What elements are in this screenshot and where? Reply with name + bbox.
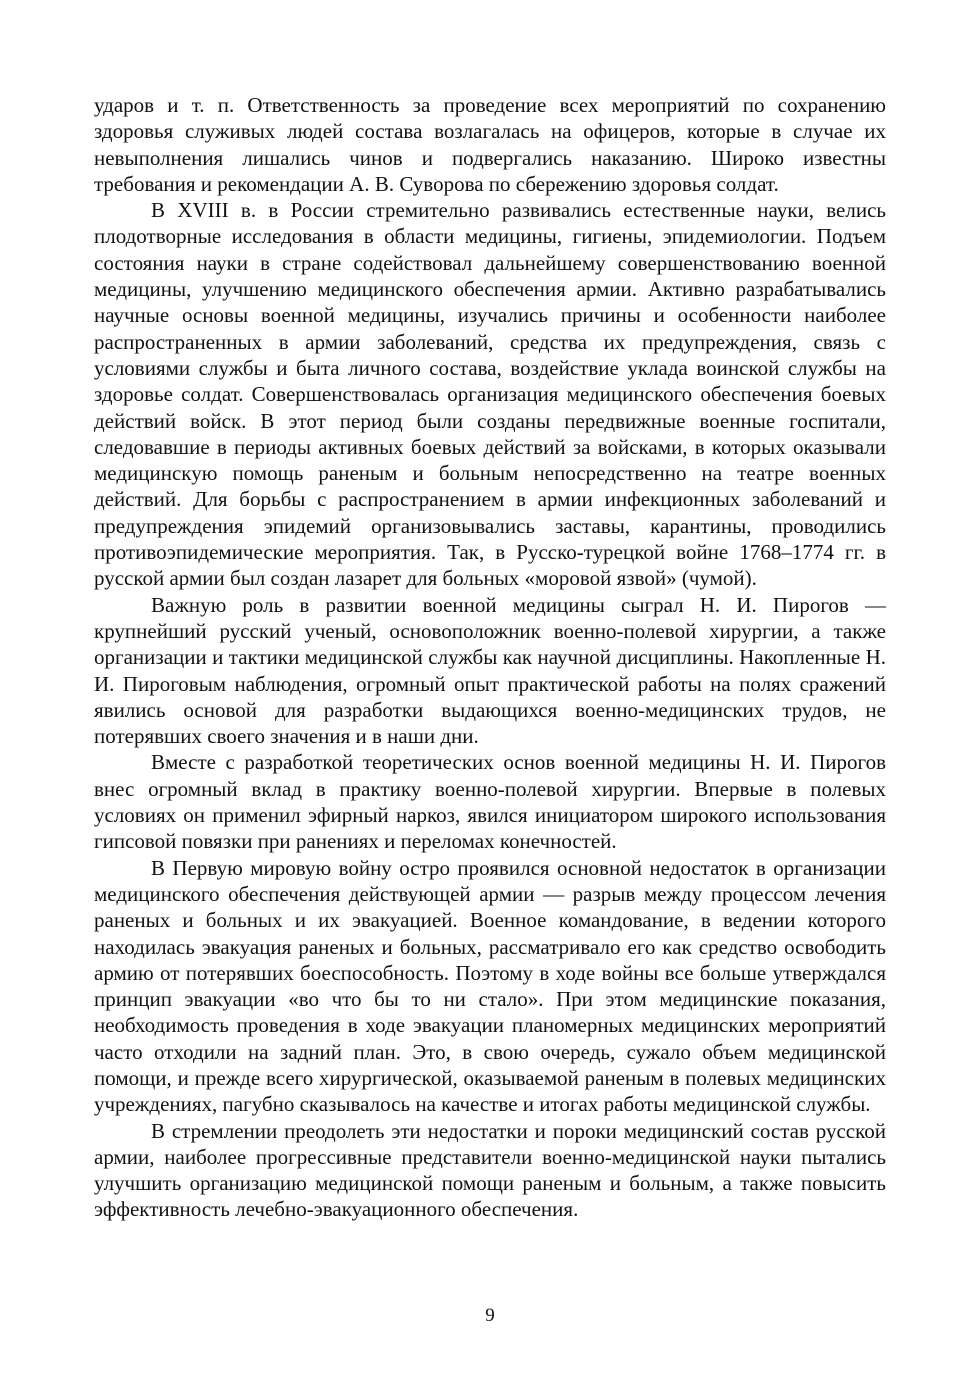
- paragraph-xviii-century: В XVIII в. в России стремительно развивались естественные науки, велись плодотворные исследования в области медицины, гигиены, эпидемиологии. Подъем состояния науки в стране содействовал дальнейшему совершенствованию военной медицины, улучшению медицинского обеспечения армии. Активно разрабатывались научные основы военной медицины, изучались причины и особенности наиболее распространенных в армии заболеваний, средства их предупреждения, связь с условиями службы и быта личного состава, воздействие уклада воинской службы на здоровье солдат. Совершенствовалась организация медицинского обеспечения боевых действий войск. В этот период были созданы передвижные военные госпитали, следовавшие в периоды активных боевых действий за войсками, в которых оказывали медицинскую помощь раненым и больным непосредственно на театре военных действий. Для борьбы с распространением в армии инфекционных заболеваний и предупреждения эпидемий организовывались заставы, карантины, проводились противоэпидемические мероприятия. Так, в Русско-турецкой войне 1768–1774 гг. в русской армии был создан лазарет для больных «моровой язвой» (чумой).: [94, 198, 886, 591]
- paragraph-improvement-efforts: В стремлении преодолеть эти недостатки и пороки медицинский состав русской армии, наиболее прогрессивные представители военно-медицинской науки пытались улучшить организацию медицинской помощи раненым и больным, а также повысить эффективность лечебно-эвакуационного обеспечения.: [94, 1118, 886, 1222]
- page-number: 9: [485, 1305, 495, 1326]
- paragraph-first-world-war: В Первую мировую войну остро проявился основной недостаток в организации медицинского обеспечения действующей армии — разрыв между процессом лечения раненых и больных и их эвакуацией. Военное командование, в ведении которого находилась эвакуация раненых и больных, рассматривало его как средство освободить армию от потерявших боеспособность. Поэтому в ходе войны все больше утверждался принцип эвакуации «во что бы то ни стало». При этом медицинские показания, необходимость проведения в ходе эвакуации планомерных медицинских мероприятий часто отходили на задний план. Это, в свою очередь, сужало объем медицинской помощи, и прежде всего хирургической, оказываемой раненым в полевых медицинских учреждениях, пагубно сказывалось на качестве и итогах работы медицинской службы.: [94, 855, 886, 1117]
- body-text: [94, 92, 886, 1223]
- paragraph-pirogov-practice: Вместе с разработкой теоретических основ военной медицины Н. И. Пирогов внес огромный вклад в практику военно-полевой хирургии. Впервые в полевых условиях он применил эфирный наркоз, явился инициатором широкого использования гипсовой повязки при ранениях и переломах конечностей.: [94, 750, 886, 854]
- paragraph-pirogov-role: Важную роль в развитии военной медицины сыграл Н. И. Пирогов — крупнейший русский ученый, основоположник военно-полевой хирургии, а также организации и тактики медицинской службы как научной дисциплины. Накопленные Н. И. Пироговым наблюдения, огромный опыт практической работы на полях сражений явились основой для разработки выдающихся военно-медицинских трудов, не потерявших своего значения и в наши дни.: [94, 592, 886, 749]
- paragraph-continuation: ударов и т. п. Ответственность за проведение всех мероприятий по сохранению здоровья служивых людей состава возлагалась на офицеров, которые в случае их невыполнения лишались чинов и подвергались наказанию. Широко известны требования и рекомендации А. В. Суворова по сбережению здоровья солдат.: [94, 93, 886, 196]
